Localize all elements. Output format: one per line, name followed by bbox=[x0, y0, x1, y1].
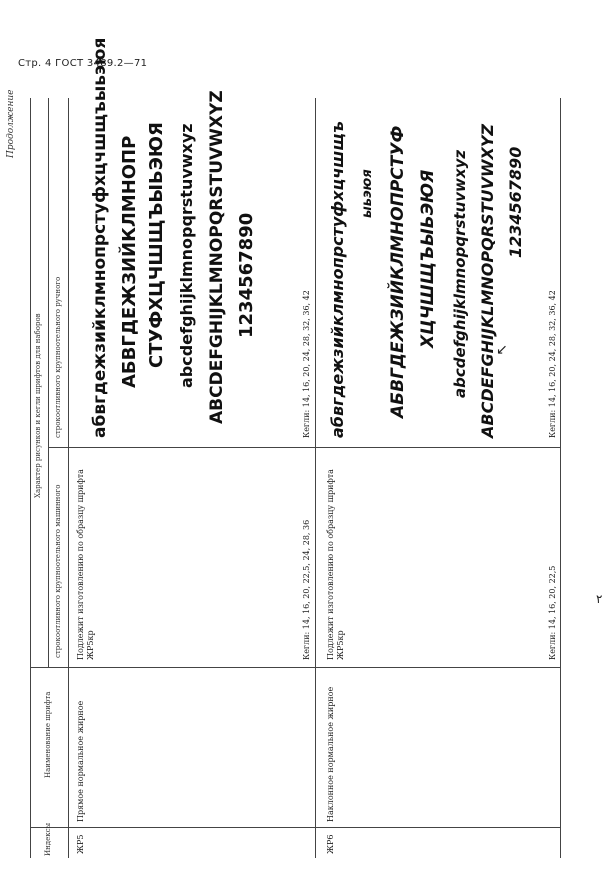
row-separator bbox=[315, 98, 316, 858]
row1-index: ЖР5 bbox=[76, 834, 85, 854]
row1-specimen-1: абвгдежзийклмнопрстуфхцчшщъыьэюя bbox=[90, 37, 110, 438]
row1-specimen-4: abcdefghijklmnopqrstuvwxyz bbox=[177, 123, 196, 388]
table-bottom-rule bbox=[560, 98, 561, 858]
row1-name: Прямое нормальное жирное bbox=[76, 700, 85, 822]
scan-mark-arrow: ↙ bbox=[496, 342, 508, 358]
page-header: Стр. 4 ГОСТ 3489.2—71 bbox=[18, 58, 148, 69]
header-machine: строкоотливного крупноотельного машинного bbox=[54, 484, 62, 658]
row2-index: ЖР6 bbox=[326, 834, 335, 854]
row1-machine-sizes: Кегли: 14, 16, 20, 22,5, 24, 28, 36 bbox=[302, 519, 311, 660]
table-top-rule bbox=[30, 98, 31, 858]
row1-machine-note: Подлежит изготовлению по образцу шрифта ЖР5кр bbox=[76, 469, 95, 660]
row1-specimen-6: 1234567890 bbox=[236, 212, 257, 338]
header-index: Индексы bbox=[44, 822, 52, 856]
row2-specimen-1: абвгдежзийклмнопрстуфхцчшщъ bbox=[328, 120, 347, 438]
row1-specimen-3: СТУФХЦЧШЩЪЫЬЭЮЯ bbox=[146, 122, 167, 368]
col-rule-index bbox=[30, 827, 560, 828]
row2-machine-sizes: Кегли: 14, 16, 20, 22,5 bbox=[548, 565, 557, 660]
header-group: Характер рисунков и кегли шрифтов для наборов bbox=[34, 313, 42, 498]
row2-machine-note: Подлежит изготовлению по образцу шрифта ЖР5кр bbox=[326, 469, 345, 660]
row1-specimen-5: ABCDEFGHIJKLMNOPQRSTUVWXYZ bbox=[207, 90, 227, 424]
row2-specimen-2: ыьэюя bbox=[360, 169, 375, 218]
row2-name: Наклонное нормальное жирное bbox=[326, 686, 335, 822]
row2-specimen-6: ABCDEFGHIJKLMNOPQRSTUVWXYZ bbox=[478, 123, 497, 438]
continuation-label: Продолжение bbox=[6, 89, 16, 158]
row2-specimen-5: abcdefghijklmnopqrstuvwxyz bbox=[451, 149, 469, 398]
header-split-rule bbox=[68, 98, 69, 858]
row2-specimen-7: 1234567890 bbox=[506, 146, 525, 258]
group-header-rule bbox=[48, 98, 49, 668]
row1-manual-sizes: Кегли: 14, 16, 20, 24, 28, 32, 36, 42 bbox=[302, 290, 311, 438]
col-rule-machine bbox=[48, 447, 560, 448]
row2-manual-sizes: Кегли: 14, 16, 20, 24, 28, 32, 36, 42 bbox=[548, 290, 557, 438]
header-name: Наименование шрифта bbox=[44, 691, 52, 778]
row1-specimen-2: АБВГДЕЖЗИЙКЛМНОПР bbox=[119, 135, 140, 388]
row2-specimen-3: АБВГДЕЖЗИЙКЛМНОПРСТУФ bbox=[388, 125, 408, 418]
row2-specimen-4: ХЦЧШЩЪЫЬЭЮЯ bbox=[418, 169, 438, 348]
scan-mark-dot: ٢ bbox=[596, 592, 603, 606]
header-manual: строкоотливного крупноотельного ручного bbox=[54, 276, 62, 438]
col-rule-name bbox=[30, 667, 560, 668]
